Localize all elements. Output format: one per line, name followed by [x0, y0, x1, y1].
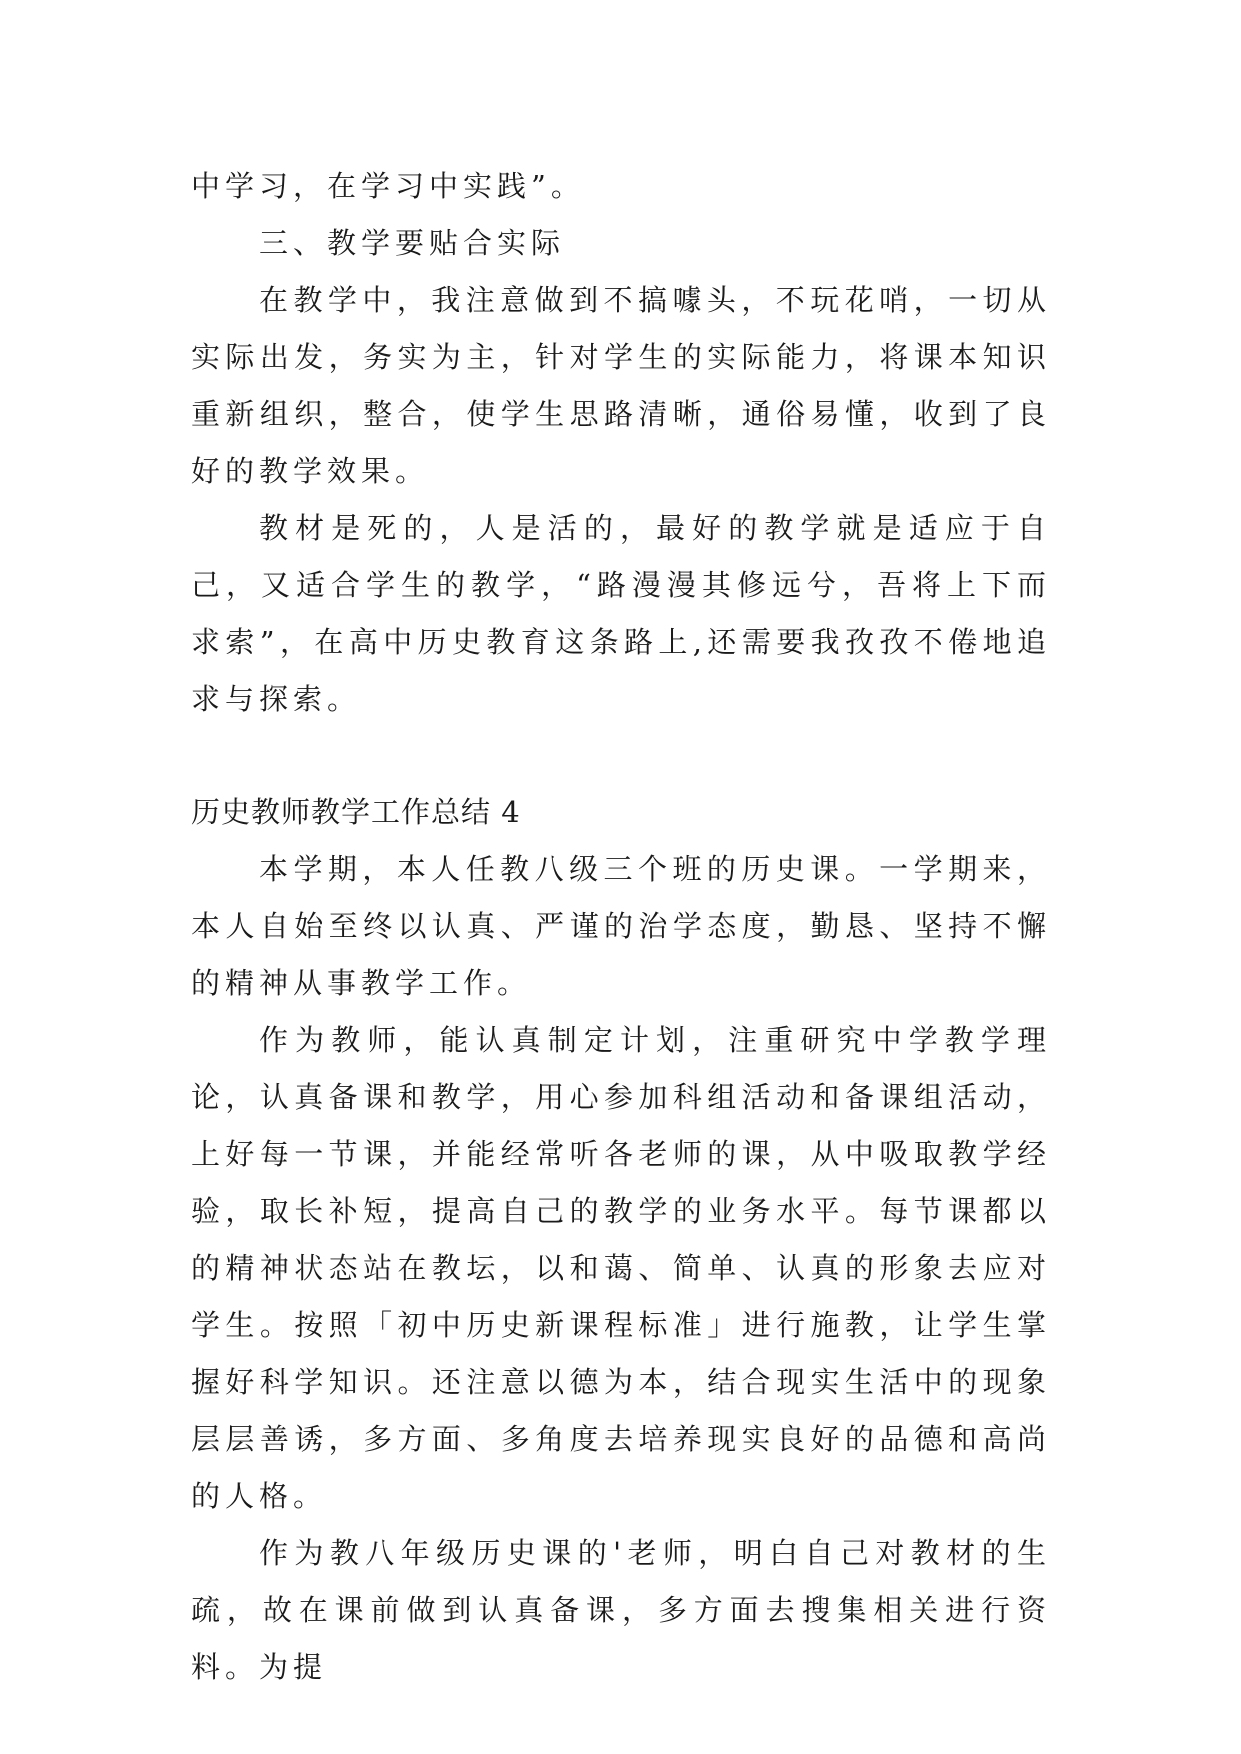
paragraph-teaching-practice: 在教学中，我注意做到不搞噱头，不玩花哨，一切从实际出发，务实为主，针对学生的实际能力，将课本知识重新组织，整合，使学生思路清晰，通俗易懂，收到了良好的教学效果。 — [191, 283, 1051, 488]
paragraph-semester-intro: 本学期，本人任教八级三个班的历史课。一学期来，本人自始至终以认真、严谨的治学态度，勤恳、坚持不懈的精神从事教学工作。 — [191, 852, 1051, 1000]
section-spacer — [191, 728, 1051, 784]
section-title: 历史教师教学工作总结 4 — [191, 795, 521, 829]
paragraph-teaching-materials: 教材是死的，人是活的，最好的教学就是适应于自己，又适合学生的教学，“路漫漫其修远兮，吾将上下而求索”，在高中历史教育这条路上,还需要我孜孜不倦地追求与探索。 — [191, 511, 1051, 716]
paragraph-continuation: 中学习，在学习中实践”。 — [191, 169, 585, 203]
subheading-teaching-practical: 三、教学要贴合实际 — [259, 226, 566, 260]
document-page — [191, 158, 1051, 1696]
paragraph-as-teacher: 作为教师，能认真制定计划，注重研究中学教学理论，认真备课和教学，用心参加科组活动和备课组活动，上好每一节课，并能经常听各老师的课，从中吸取教学经验，取长补短，提高自己的教学的业务水平。每节课都以的精神状态站在教坛，以和蔼、简单、认真的形象去应对学生。按照「初中历史新课程标准」进行施教，让学生掌握好科学知识。还注意以德为本，结合现实生活中的现象层层善诱，多方面、多角度去培养现实良好的品德和高尚的人格。 — [191, 1023, 1051, 1513]
paragraph-grade8-teacher: 作为教八年级历史课的'老师，明白自己对教材的生疏，故在课前做到认真备课，多方面去搜集相关进行资料。为提 — [191, 1536, 1051, 1684]
